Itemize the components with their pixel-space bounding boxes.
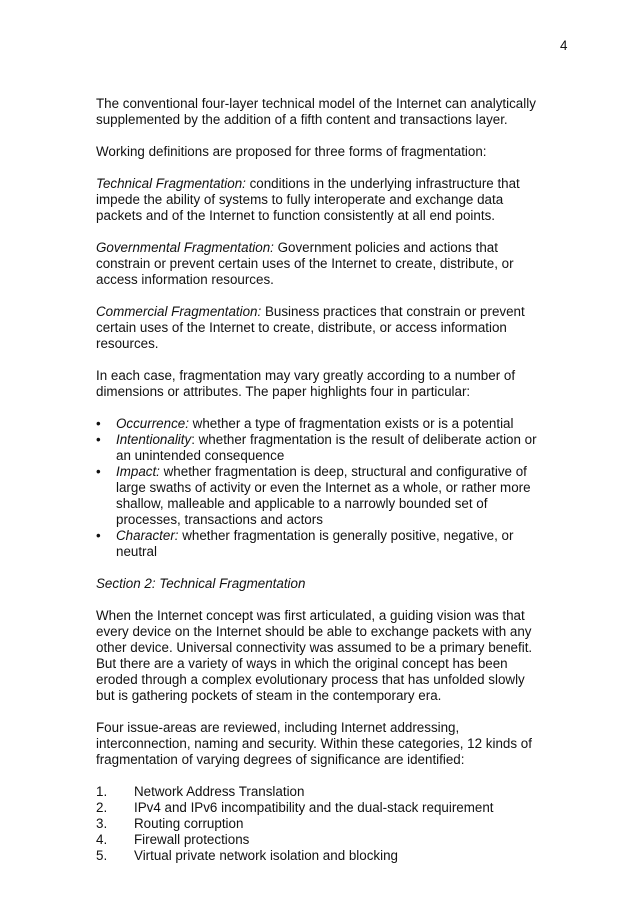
item-text: Routing corruption [134, 816, 244, 831]
list-item [96, 528, 546, 560]
definition-text: Business practices that constrain or prevent certain uses of the Internet to create, distribute, or access information resources. [96, 304, 525, 351]
item-text: Firewall protections [134, 832, 250, 847]
list-item [96, 848, 546, 864]
item-text: IPv4 and IPv6 incompatibility and the dual-stack requirement [134, 800, 494, 815]
list-item [96, 464, 546, 528]
attribute-text: whether fragmentation is generally positive, negative, or neutral [116, 528, 514, 559]
attribute-text: whether a type of fragmentation exists or is a potential [188, 416, 514, 431]
attribute-term: Impact: [116, 464, 160, 479]
item-number: 2. [96, 800, 108, 815]
list-item [96, 416, 546, 432]
intro-paragraph: The conventional four-layer technical model of the Internet can analytically supplemented by the addition of a fifth content and transactions layer. [96, 96, 536, 127]
definition-commercial [96, 304, 546, 352]
list-item [96, 432, 546, 464]
list-item [96, 784, 546, 800]
list-item [96, 800, 546, 816]
definition-governmental [96, 240, 546, 288]
working-definitions-paragraph: Working definitions are proposed for three forms of fragmentation: [96, 144, 487, 159]
item-number: 3. [96, 816, 108, 831]
item-number: 4. [96, 832, 108, 847]
list-item [96, 816, 546, 832]
definition-text: Government policies and actions that constrain or prevent certain uses of the Internet to create, distribute, or access information resources. [96, 240, 514, 287]
list-item [96, 832, 546, 848]
attribute-term: Occurrence: [116, 416, 189, 431]
attribute-text: whether fragmentation is deep, structural and configurative of large swaths of activity or even the Internet as a whole, or rather more shallow, malleable and applicable to a narrowly bounded set of processes, transactions and actors [116, 464, 531, 527]
item-number: 1. [96, 784, 108, 799]
page-number: 4 [560, 38, 568, 53]
definition-term: Technical Fragmentation: [96, 176, 246, 191]
definition-technical [96, 176, 546, 224]
dimensions-paragraph: In each case, fragmentation may vary greatly according to a number of dimensions or attributes. The paper highlights four in particular: [96, 368, 516, 399]
item-text: Network Address Translation [134, 784, 305, 799]
fragmentation-list [96, 784, 546, 864]
item-text: Virtual private network isolation and blocking [134, 848, 398, 863]
document-body [96, 96, 546, 864]
attribute-list [96, 416, 546, 560]
definition-term: Governmental Fragmentation: [96, 240, 274, 255]
attribute-term: Character: [116, 528, 179, 543]
definition-text: conditions in the underlying infrastructure that impede the ability of systems to fully interoperate and exchange data packets and of the Internet to function consistently at all end points. [96, 176, 520, 223]
attribute-term: Intentionality [116, 432, 192, 447]
item-number: 5. [96, 848, 108, 863]
section-paragraph: Four issue-areas are reviewed, including Internet addressing, interconnection, naming and security. Within these categories, 12 kinds of fragmentation of varying degrees of significance are identified: [96, 720, 532, 767]
section-paragraph: When the Internet concept was first articulated, a guiding vision was that every device on the Internet should be able to exchange packets with any other device. Universal connectivity was assumed to be a primary benefit. But there are a variety of ways in which the original concept has been eroded through a complex evolutionary process that has unfolded slowly but is gathering pockets of steam in the contemporary era. [96, 608, 533, 703]
attribute-text: : whether fragmentation is the result of deliberate action or an unintended consequence [116, 432, 537, 463]
definition-term: Commercial Fragmentation: [96, 304, 262, 319]
section-heading: Section 2: Technical Fragmentation [96, 576, 306, 591]
